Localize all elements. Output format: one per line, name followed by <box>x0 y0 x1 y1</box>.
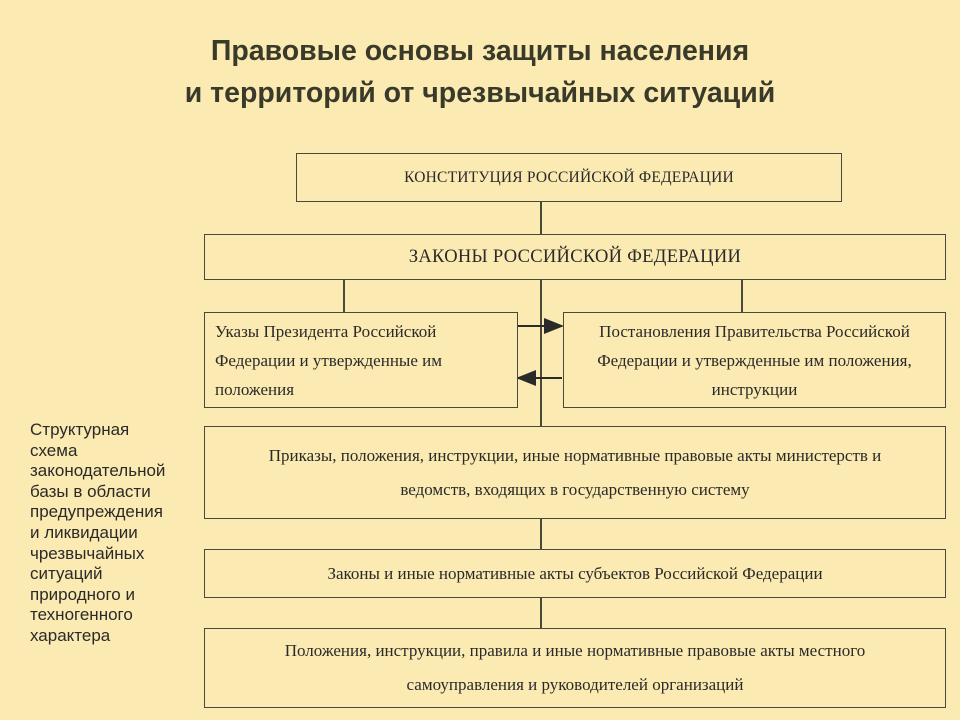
resolutions-line-3: инструкции <box>711 379 798 399</box>
side-caption-line: предупреждения <box>30 502 163 522</box>
orders-line-1: Приказы, положения, инструкции, иные нормативные правовые акты министерств и <box>268 445 882 465</box>
side-caption-line: природного и <box>30 584 135 604</box>
title-line-2: и территорий от чрезвычайных ситуаций <box>184 77 776 109</box>
side-caption-line: чрезвычайных <box>30 543 145 563</box>
orders-line-2: ведомств, входящих в государственную систему <box>400 479 750 499</box>
regional-laws-label: Законы и иные нормативные акты субъектов Российской Федерации <box>327 563 823 583</box>
resolutions-line-2: Федерации и утвержденные им положения, <box>597 350 912 370</box>
presidential-decrees-box <box>204 312 518 408</box>
decrees-line-3: положения <box>215 379 295 399</box>
decrees-line-2: Федерации и утвержденные им <box>215 350 442 370</box>
side-caption-line: законодательной <box>30 461 166 481</box>
constitution-label: КОНСТИТУЦИЯ РОССИЙСКОЙ ФЕДЕРАЦИИ <box>404 168 734 186</box>
side-caption <box>30 420 205 647</box>
decrees-line-1: Указы Президента Российской <box>215 321 437 341</box>
side-caption-line: и ликвидации <box>30 522 138 542</box>
federal-laws-box <box>204 234 946 280</box>
title-line-1: Правовые основы защиты населения <box>210 35 750 67</box>
side-caption-line: схема <box>30 440 78 460</box>
local-acts-line-1: Положения, инструкции, правила и иные нормативные правовые акты местного <box>284 641 866 660</box>
side-caption-line: базы в области <box>30 481 151 501</box>
side-caption-line: ситуаций <box>30 564 103 584</box>
side-caption-line: Структурная <box>30 420 130 439</box>
local-acts-box <box>204 628 946 708</box>
ministry-orders-box <box>204 426 946 519</box>
constitution-box <box>296 153 842 202</box>
federal-laws-label: ЗАКОНЫ РОССИЙСКОЙ ФЕДЕРАЦИИ <box>408 247 742 267</box>
side-caption-line: техногенного <box>30 605 133 625</box>
government-resolutions-box <box>563 312 946 408</box>
regional-laws-box <box>204 549 946 598</box>
resolutions-line-1: Постановления Правительства Российской <box>599 321 910 341</box>
side-caption-line: характера <box>30 625 111 645</box>
local-acts-line-2: самоуправления и руководителей организаций <box>406 675 744 694</box>
